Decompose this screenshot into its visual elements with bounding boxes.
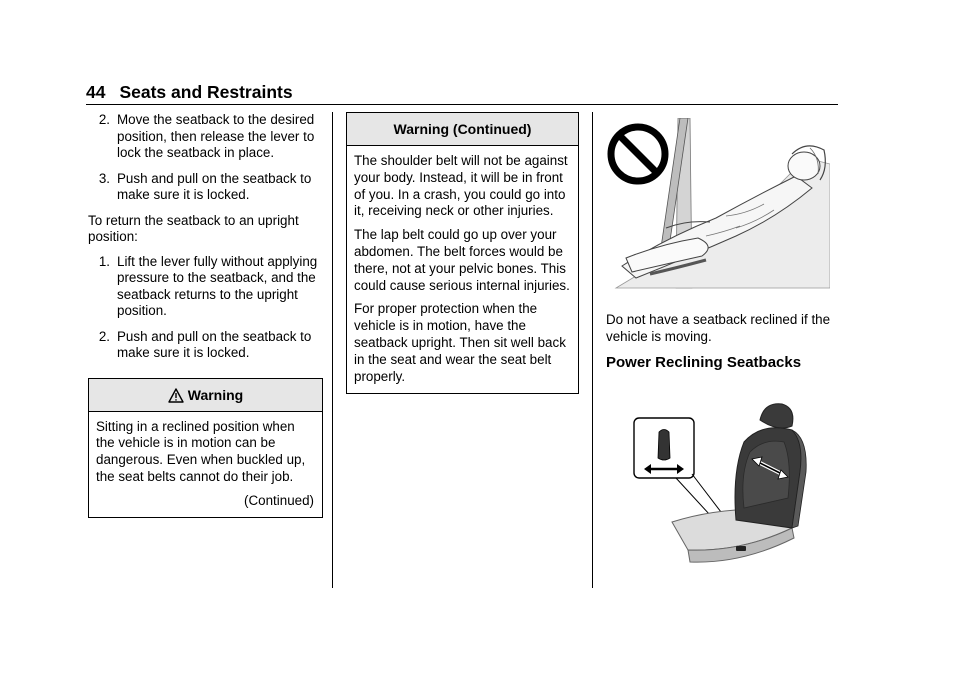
warning-triangle-icon [168,382,184,414]
step-number: 2. [98,112,110,127]
column-divider-1 [332,112,333,588]
illustration-caption: Do not have a seatback reclined if the vehicle is moving. [606,312,831,344]
continued-label: (Continued) [244,492,314,508]
page-number: 44 [86,82,106,102]
warning-box [88,378,323,519]
warning-paragraph: For proper protection when the vehicle is in motion, have the seatback upright. Then sit well back in the seat and wear the seat belt properly. [354,301,566,384]
power-reclining-heading: Power Reclining Seatbacks [606,354,802,371]
step-item [88,112,323,162]
column-divider-2 [592,112,593,588]
page-header [86,82,838,105]
column-1 [88,112,323,518]
power-seat-illustration [632,402,832,566]
step-item [88,254,323,320]
step-number: 2. [98,328,110,344]
warning-header [89,379,322,412]
step-text: Push and pull on the seatback to make sure it is locked. [117,328,312,360]
warning-title: Warning [187,386,244,403]
section-title: Seats and Restraints [119,82,293,102]
reclined-seat-illustration [606,118,830,290]
warning-body [347,146,578,393]
warning-body [89,412,322,518]
step-text: Move the seatback to the desired position, then release the lever to lock the seatback in place. [117,112,315,160]
warning-paragraph: The lap belt could go up over your abdomen. The belt forces would be there, not at your pelvic bones. This could cause serious internal injuries. [354,227,570,293]
warning-continued-box [346,112,579,394]
warning-text: Sitting in a reclined position when the vehicle is in motion can be dangerous. Even when buckled up, the seat belts cannot do their job. [96,418,306,484]
warning-header: Warning (Continued) [347,113,578,146]
prohibition-icon [611,127,665,181]
return-intro: To return the seatback to an upright position: [88,212,299,244]
step-number: 1. [98,253,110,269]
column-3 [606,118,846,566]
step-text: Lift the lever fully without applying pressure to the seatback, and the seatback returns to the upright position. [117,253,318,318]
recline-switch-callout [634,418,694,478]
warning-paragraph: The shoulder belt will not be against your body. Instead, it will be in front of you. In a crash, you could go into it, receiving neck or other injuries. [354,153,568,219]
step-text: Push and pull on the seatback to make sure it is locked. [117,170,312,202]
step-item [88,171,323,204]
step-number: 3. [98,170,110,186]
column-2 [346,112,579,394]
step-item [88,329,323,362]
